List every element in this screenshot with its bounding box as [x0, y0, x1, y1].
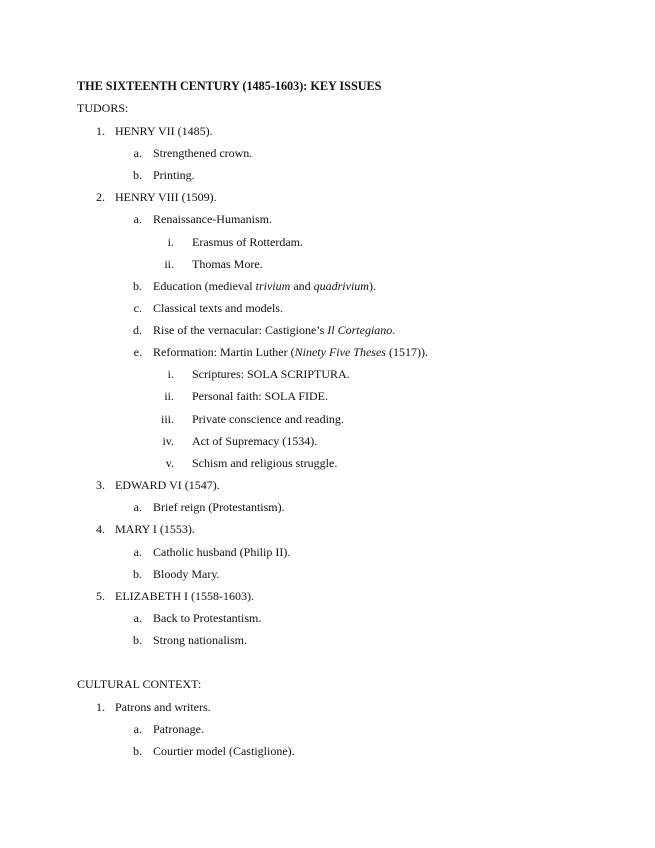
list-item [0, 477, 655, 493]
item-text: HENRY VII (1485). [115, 124, 213, 138]
item-roman: iii. [160, 412, 174, 426]
list-item [0, 455, 655, 471]
list-item [0, 189, 655, 205]
item-letter: a. [133, 146, 142, 160]
item-letter: b. [133, 168, 142, 182]
item-number: 4. [96, 522, 105, 536]
item-roman: ii. [164, 257, 174, 271]
list-item [0, 278, 655, 294]
item-text: HENRY VIII (1509). [115, 190, 217, 204]
item-letter: a. [133, 611, 142, 625]
list-item [0, 344, 655, 360]
item-text: Education (medieval trivium and quadrivium). [153, 279, 376, 293]
list-item [0, 234, 655, 250]
item-text: Erasmus of Rotterdam. [192, 235, 303, 249]
item-text: Bloody Mary. [153, 567, 220, 581]
item-letter: a. [133, 500, 142, 514]
item-text: Rise of the vernacular: Castigione’s Il Cortegiano. [153, 323, 396, 337]
list-item [0, 721, 655, 737]
item-number: 3. [96, 478, 105, 492]
list-item [0, 588, 655, 604]
item-letter: d. [133, 323, 142, 337]
item-letter: b. [133, 567, 142, 581]
item-text: Classical texts and models. [153, 301, 283, 315]
item-number: 1. [96, 700, 105, 714]
list-item [0, 322, 655, 338]
list-item [0, 300, 655, 316]
section-heading-tudors: TUDORS: [77, 101, 129, 115]
item-text: Reformation: Martin Luther (Ninety Five Theses (1517)). [153, 345, 428, 359]
item-text: Printing. [153, 168, 195, 182]
item-letter: b. [133, 633, 142, 647]
item-text: Thomas More. [192, 257, 263, 271]
item-text: Scriptures: SOLA SCRIPTURA. [192, 367, 350, 381]
item-letter: a. [133, 212, 142, 226]
list-item [0, 433, 655, 449]
list-item [0, 699, 655, 715]
list-item [0, 211, 655, 227]
book-title: Il Cortegiano [327, 323, 393, 337]
item-number: 1. [96, 124, 105, 138]
list-item [0, 123, 655, 139]
list-item [0, 167, 655, 183]
item-text: Courtier model (Castiglione). [153, 744, 295, 758]
page-title: THE SIXTEENTH CENTURY (1485-1603): KEY ISSUES [77, 79, 382, 93]
item-roman: v. [165, 456, 174, 470]
item-number: 2. [96, 190, 105, 204]
item-letter: a. [133, 722, 142, 736]
item-letter: b. [133, 744, 142, 758]
item-text: Private conscience and reading. [192, 412, 344, 426]
item-roman: i. [167, 367, 174, 381]
item-text: Patronage. [153, 722, 204, 736]
list-item [0, 521, 655, 537]
list-item [0, 499, 655, 515]
item-roman: i. [167, 235, 174, 249]
item-text: Catholic husband (Philip II). [153, 545, 291, 559]
item-text: Act of Supremacy (1534). [192, 434, 318, 448]
list-item [0, 388, 655, 404]
item-letter: c. [133, 301, 142, 315]
list-item [0, 256, 655, 272]
item-text: Back to Protestantism. [153, 611, 262, 625]
list-item [0, 743, 655, 759]
item-text: ELIZABETH I (1558-1603). [115, 589, 254, 603]
list-item [0, 145, 655, 161]
item-letter: e. [133, 345, 142, 359]
term-trivium: trivium [255, 279, 291, 293]
item-text: EDWARD VI (1547). [115, 478, 220, 492]
item-text: Brief reign (Protestantism). [153, 500, 285, 514]
list-item [0, 566, 655, 582]
item-text: Schism and religious struggle. [192, 456, 338, 470]
book-title: Ninety Five Theses [294, 345, 386, 359]
term-quadrivium: quadrivium [313, 279, 369, 293]
item-text: Strong nationalism. [153, 633, 247, 647]
item-text: Strengthened crown. [153, 146, 253, 160]
list-item [0, 544, 655, 560]
list-item [0, 632, 655, 648]
list-item [0, 610, 655, 626]
item-text: Renaissance-Humanism. [153, 212, 272, 226]
item-text: Patrons and writers. [115, 700, 211, 714]
item-letter: a. [133, 545, 142, 559]
item-text: MARY I (1553). [115, 522, 195, 536]
item-roman: iv. [162, 434, 174, 448]
item-roman: ii. [164, 389, 174, 403]
item-letter: b. [133, 279, 142, 293]
list-item [0, 366, 655, 382]
list-item [0, 411, 655, 427]
section-heading-cultural-context: CULTURAL CONTEXT: [77, 677, 202, 691]
item-text: Personal faith: SOLA FIDE. [192, 389, 328, 403]
item-number: 5. [96, 589, 105, 603]
